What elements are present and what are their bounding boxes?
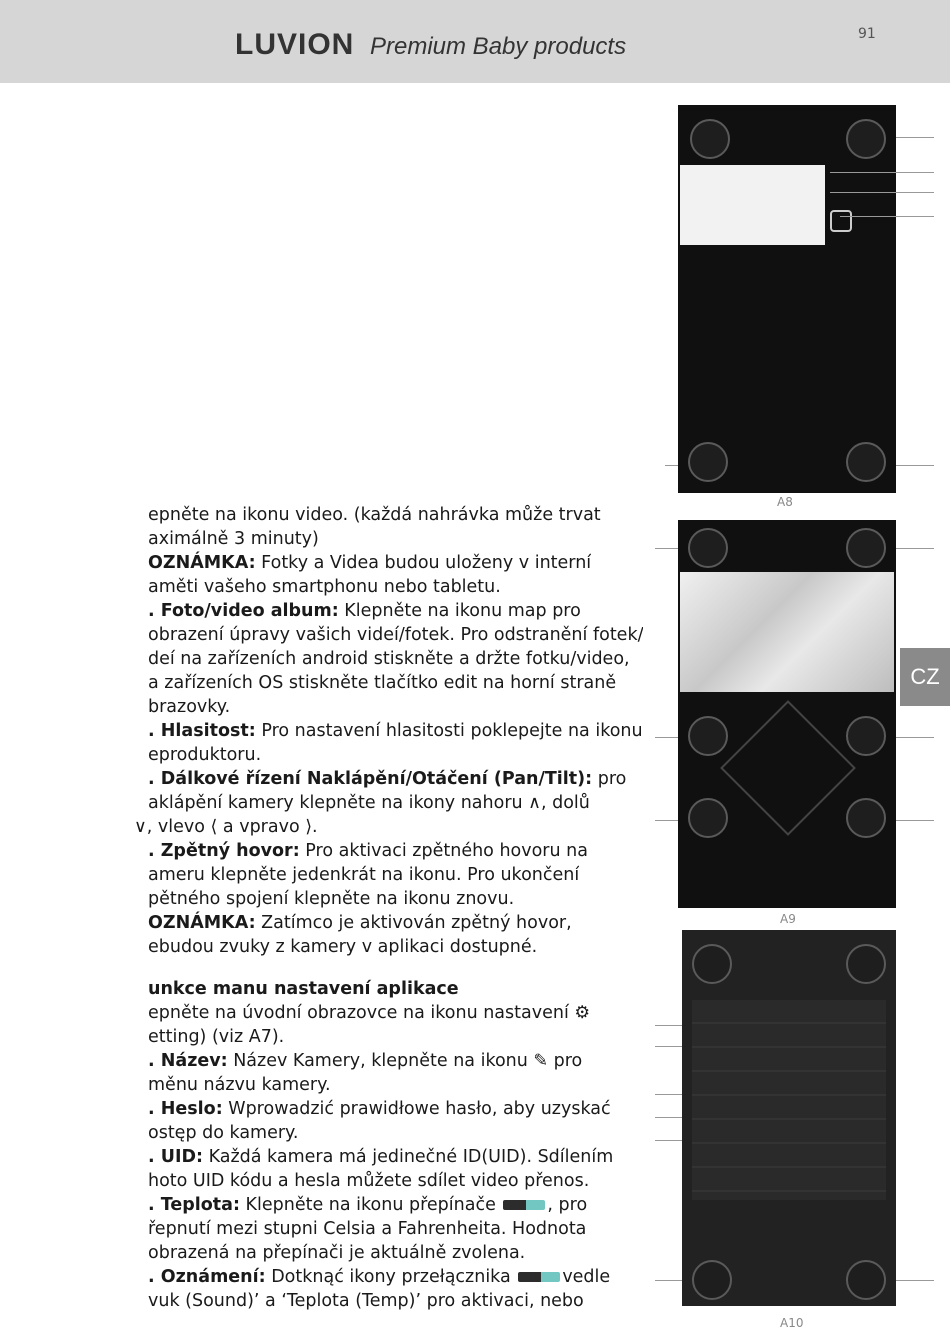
toggle-icon	[503, 1200, 545, 1210]
callout-line	[830, 172, 934, 173]
text-line	[148, 911, 572, 935]
toggle-icon	[518, 1272, 560, 1282]
phone-screenshot-a10	[682, 930, 896, 1306]
text-line-content: Každá kamera má jedinečné ID(UID). Sdílením	[203, 1147, 614, 1167]
text-line-content: Zatímco je aktivován zpětný hovor,	[255, 913, 572, 933]
video-preview	[680, 165, 825, 245]
text-line	[148, 1241, 525, 1265]
callout-line	[896, 137, 934, 138]
text-line	[148, 671, 616, 695]
text-line	[148, 935, 537, 959]
text-line-content: ostęp do kamery.	[148, 1123, 299, 1143]
text-line	[148, 977, 459, 1001]
text-line	[148, 599, 581, 623]
text-line-content: eproduktoru.	[148, 745, 262, 765]
callout-line	[655, 1280, 682, 1281]
callout-line	[896, 820, 934, 821]
page-number: 91	[858, 26, 876, 42]
text-line-bold: . Hlasitost:	[148, 721, 256, 741]
text-line	[148, 551, 591, 575]
text-line-content: ∨, vlevo ⟨ a vpravo ⟩.	[134, 817, 318, 837]
text-line-content: Wprowadzić prawidłowe hasło, aby uzyskać	[222, 1099, 611, 1119]
text-line	[148, 767, 626, 791]
text-line	[148, 695, 230, 719]
text-line	[148, 503, 601, 527]
callout-line	[655, 1094, 682, 1095]
text-line	[148, 527, 319, 551]
callout-line	[896, 1280, 934, 1281]
callout-line	[655, 737, 678, 738]
album-icon	[688, 442, 728, 482]
text-line-content: deí na zařízeních android stiskněte a držte fotku/video,	[148, 649, 630, 669]
callout-line	[830, 192, 934, 193]
text-line	[148, 1097, 611, 1121]
text-line	[148, 1265, 610, 1289]
text-line-content: obrazená na přepínači je aktuálně zvolena.	[148, 1243, 526, 1263]
text-line	[148, 575, 501, 599]
text-line	[148, 1217, 586, 1241]
photo-icon	[688, 716, 728, 756]
text-line-content: obrazení úpravy vašich videí/fotek. Pro odstranění fotek/	[148, 625, 644, 645]
text-line-content: měnu názvu kamery.	[148, 1075, 331, 1095]
text-line	[148, 1121, 299, 1145]
brand-logo: LUVION	[235, 28, 355, 61]
back-icon	[688, 528, 728, 568]
text-line	[148, 1073, 331, 1097]
callout-line	[896, 465, 934, 466]
text-line	[148, 1289, 584, 1313]
text-line-content: epněte na ikonu video. (každá nahrávka může trvat	[148, 505, 601, 525]
callout-line	[840, 216, 934, 217]
text-line-content: řepnutí mezi stupni Celsia a Fahrenheita. Hodnota	[148, 1219, 587, 1239]
text-line-content: aměti vašeho smartphonu nebo tabletu.	[148, 577, 501, 597]
settings-icon	[846, 1260, 886, 1300]
text-line-bold: . Název:	[148, 1051, 228, 1071]
text-line-bold: . Teplota:	[148, 1195, 240, 1215]
phone-screenshot-a8	[678, 105, 896, 493]
text-line	[148, 839, 588, 863]
camera-video-feed	[680, 572, 894, 692]
text-line-bold: OZNÁMKA:	[148, 553, 256, 573]
text-line-bold: . Zpětný hovor:	[148, 841, 300, 861]
album-icon	[692, 1260, 732, 1300]
text-line	[148, 623, 643, 647]
text-line-content: ameru klepněte jedenkrát na ikonu. Pro ukončení	[148, 865, 580, 885]
info-icon	[846, 442, 886, 482]
text-line-content: etting) (viz A7).	[148, 1027, 285, 1047]
video-icon	[846, 716, 886, 756]
callout-line	[655, 1140, 682, 1141]
text-line-bold: . Heslo:	[148, 1099, 223, 1119]
callout-line	[665, 465, 678, 466]
text-line-content: vuk (Sound)’ a ‘Teplota (Temp)’ pro aktivaci, nebo	[148, 1291, 584, 1311]
text-line-content: brazovky.	[148, 697, 231, 717]
text-line	[148, 647, 630, 671]
text-line-bold: . Foto/video album:	[148, 601, 339, 621]
figure-caption: A8	[777, 495, 793, 509]
callout-line	[655, 1025, 682, 1026]
text-line-bold: . UID:	[148, 1147, 203, 1167]
text-line-content: Klepněte na ikonu přepínače , pro	[239, 1195, 588, 1215]
text-line-content: pro	[592, 769, 627, 789]
text-line-content: pětného spojení klepněte na ikonu znovu.	[148, 889, 515, 909]
text-line-bold: unkce manu nastavení aplikace	[148, 979, 459, 999]
record-icon	[830, 210, 852, 232]
figure-caption: A9	[780, 912, 796, 926]
text-line-bold: . Oznámení:	[148, 1267, 266, 1287]
text-line-content: Fotky a Videa budou uloženy v interní	[255, 553, 592, 573]
brand-tagline: Premium Baby products	[370, 33, 627, 60]
speaker-icon	[688, 798, 728, 838]
back-icon	[692, 944, 732, 984]
camera-icon	[690, 119, 730, 159]
text-line	[148, 1169, 589, 1193]
text-line	[148, 743, 261, 767]
figure-caption: A10	[780, 1316, 804, 1330]
text-line	[148, 1025, 284, 1049]
text-line-content: ebudou zvuky z kamery v aplikaci dostupné.	[148, 937, 538, 957]
text-line-content: epněte na úvodní obrazovce na ikonu nastavení ⚙	[148, 1003, 591, 1023]
text-line	[148, 1001, 590, 1025]
text-line	[148, 887, 514, 911]
text-line-content: Název Kamery, klepněte na ikonu ✎ pro	[227, 1051, 583, 1071]
text-line-bold: OZNÁMKA:	[148, 913, 256, 933]
text-line	[148, 863, 579, 887]
text-line-bold: . Dálkové řízení Naklápění/Otáčení (Pan/Tilt):	[148, 769, 593, 789]
text-line	[148, 719, 643, 743]
text-line-content: Dotknąć ikony przełącznika vedle	[265, 1267, 611, 1287]
text-line	[148, 1193, 587, 1217]
callout-line	[655, 548, 678, 549]
text-line-content: aximálně 3 minuty)	[148, 529, 319, 549]
text-line	[148, 1049, 582, 1073]
callout-line	[896, 548, 934, 549]
settings-icon	[846, 119, 886, 159]
settings-list	[692, 1000, 886, 1200]
phone-screenshot-a9	[678, 520, 896, 908]
text-line	[148, 791, 590, 815]
text-line-content: hoto UID kódu a hesla můžete sdílet video přenos.	[148, 1171, 590, 1191]
pan-tilt-control	[720, 700, 856, 836]
callout-line	[896, 737, 934, 738]
info-icon	[846, 528, 886, 568]
info-icon	[846, 944, 886, 984]
callout-line	[655, 1117, 682, 1118]
talkback-icon	[846, 798, 886, 838]
text-line	[148, 1145, 613, 1169]
callout-line	[655, 820, 678, 821]
text-line-content: a zařízeních OS stiskněte tlačítko edit na horní straně	[148, 673, 617, 693]
text-line-content: aklápění kamery klepněte na ikony nahoru ∧, dolů	[148, 793, 590, 813]
callout-line	[655, 1046, 682, 1047]
text-line-content: Klepněte na ikonu map pro	[338, 601, 581, 621]
page-header	[0, 0, 950, 83]
text-line-content: Pro nastavení hlasitosti poklepejte na ikonu	[255, 721, 643, 741]
text-line	[134, 815, 318, 839]
text-line-content: Pro aktivaci zpětného hovoru na	[299, 841, 588, 861]
language-tab[interactable]: CZ	[900, 648, 950, 706]
